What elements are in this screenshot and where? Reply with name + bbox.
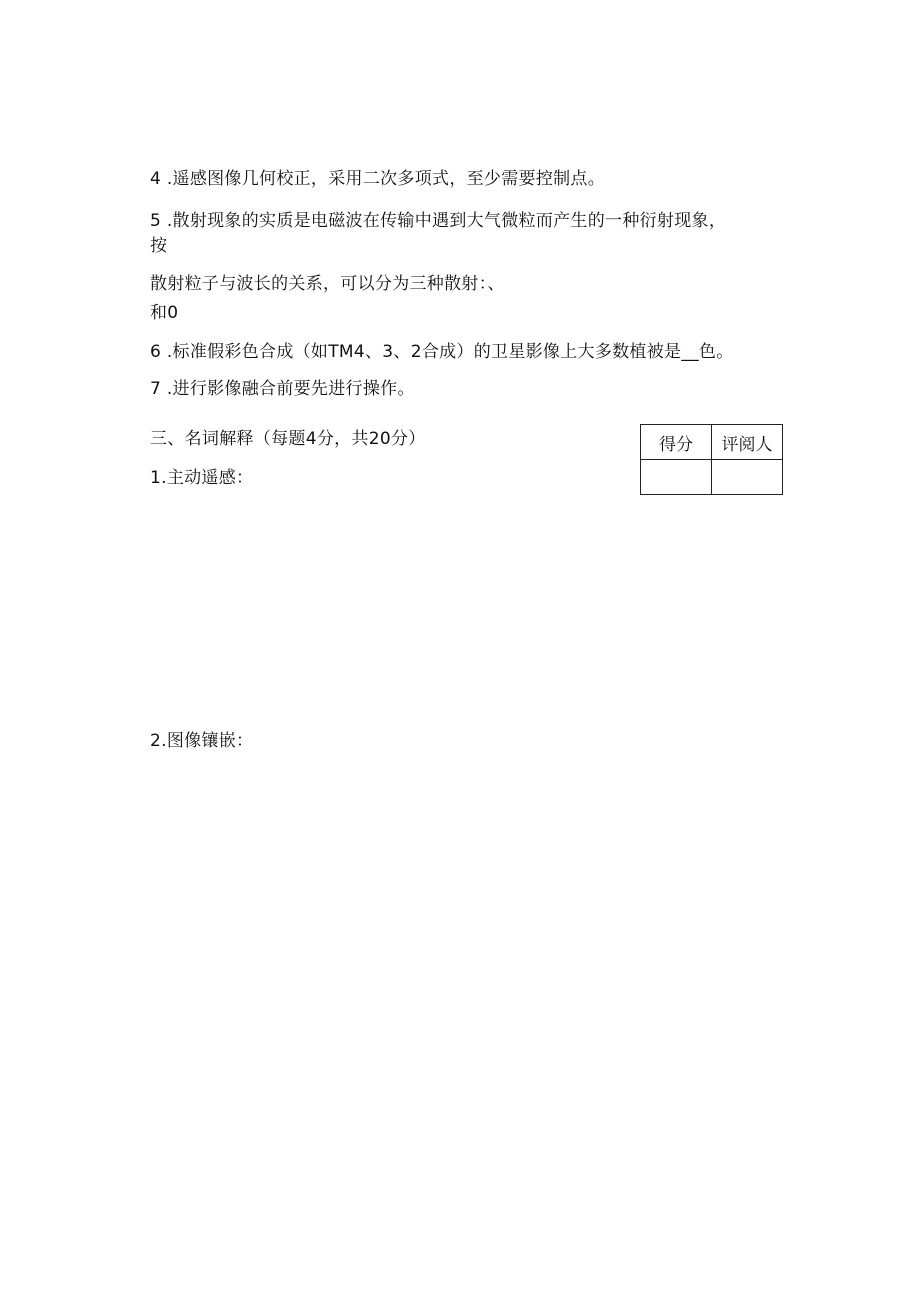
- question-5-line-2: 按: [150, 236, 168, 256]
- term-1-active-remote-sensing: 1.主动遥感：: [150, 468, 254, 488]
- score-table: [640, 424, 783, 495]
- score-table-header-row: [641, 425, 783, 460]
- question-5-line-4: 和0: [150, 303, 179, 323]
- question-5-line-3: 散射粒子与波长的关系，可以分为三种散射：、: [150, 274, 505, 294]
- question-5-line-1: 5 .散射现象的实质是电磁波在传输中遇到大气微粒而产生的一种衍射现象，: [150, 211, 727, 231]
- score-table-value-row: [641, 460, 783, 495]
- score-header: 得分: [641, 425, 712, 460]
- question-7: 7 .进行影像融合前要先进行操作。: [150, 379, 415, 399]
- question-4: 4 .遥感图像几何校正，采用二次多项式，至少需要控制点。: [150, 169, 606, 189]
- reviewer-value-cell: [712, 460, 783, 495]
- reviewer-header: 评阅人: [712, 425, 783, 460]
- score-value-cell: [641, 460, 712, 495]
- section-3-title: 三、名词解释（每题4分，共20分）: [150, 429, 426, 449]
- term-2-image-mosaic: 2.图像镶嵌：: [150, 731, 254, 751]
- question-6: 6 .标准假彩色合成（如TM4、3、2合成）的卫星影像上大多数植被是__色。: [150, 342, 734, 362]
